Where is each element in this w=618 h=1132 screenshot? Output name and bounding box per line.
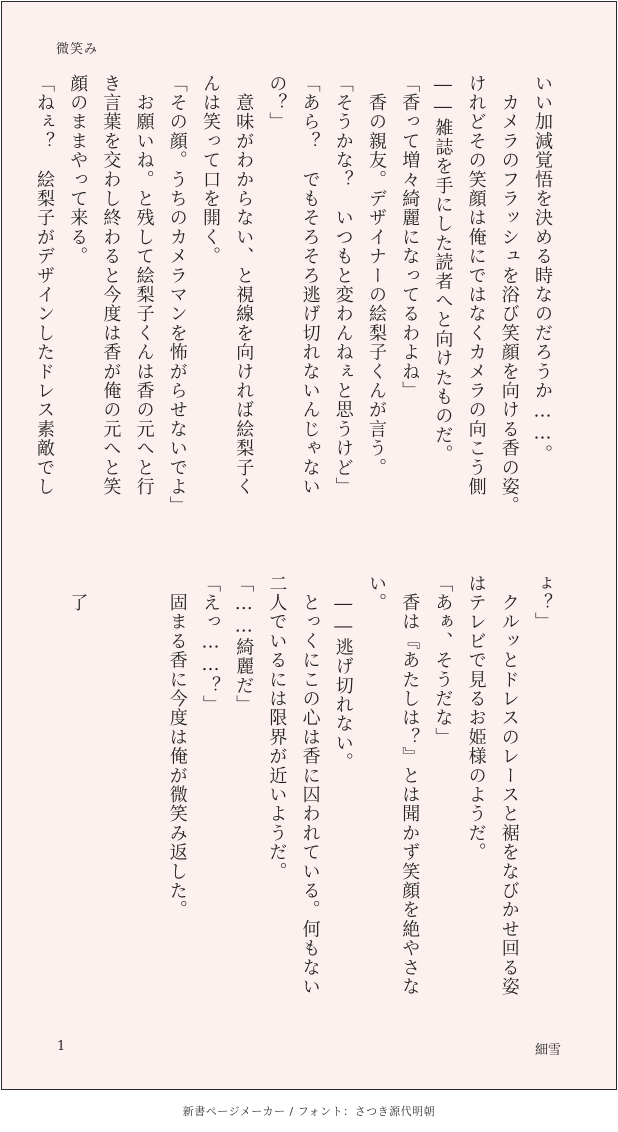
text-column: 意味がわからない、と視線を向ければ絵梨子く	[233, 74, 255, 497]
text-column: 香の親友。デザイナーの絵梨子くんが言う。	[366, 74, 387, 478]
text-column: ょ？」	[532, 574, 553, 632]
generator-credit: 新書ページメーカー / フォント：さつき源代明朝	[182, 1105, 436, 1118]
text-column: 「あら？ でもそろそろ逃げ切れないんじゃない	[299, 74, 321, 497]
text-column: 「その顔。うちのカメラマンを怖がらせないでよ」	[166, 74, 188, 516]
text-column: はテレビで見るお姫様のようだ。	[465, 574, 487, 862]
text-column: ――雑誌を手にした読者へと向けたものだ。	[432, 74, 454, 464]
text-column: カメラのフラッシュを浴び笑顔を向ける香の姿。	[498, 74, 520, 516]
text-column: 「えっ……？」	[200, 574, 221, 715]
page-title: 微笑み	[56, 42, 99, 57]
text-column: とっくにこの心は香に囚われている。何もない	[299, 574, 321, 997]
text-column: お願いね。と残して絵梨子くんは香の元へと行	[133, 74, 155, 497]
text-column: い。	[366, 574, 387, 613]
text-column: 顔のままやって来る。	[67, 74, 89, 266]
author-name: 細雪	[535, 1043, 562, 1058]
text-column: 「そうかな？ いつもと変わんねぇと思うけど」	[332, 74, 354, 497]
upper-text-block	[34, 74, 554, 534]
text-column: 「……綺麗だ」	[233, 574, 255, 715]
text-column: 「あぁ、そうだな」	[432, 574, 454, 747]
text-column: 「ねぇ？ 絵梨子がデザインしたドレス素敵でし	[34, 74, 55, 497]
page-number: 1	[57, 1039, 66, 1054]
book-page	[1, 1, 617, 1090]
text-column: 「香って増々綺麗になってるわよね」	[399, 74, 421, 401]
lower-text-block	[54, 574, 554, 1014]
text-column: クルッとドレスのレースと裾をなびかせ回る姿	[498, 574, 520, 997]
text-column: き言葉を交わし終わると今度は香が俺の元へと笑	[100, 74, 122, 497]
text-column: の？」	[266, 74, 288, 132]
text-column: 二人でいるには限界が近いようだ。	[266, 574, 288, 882]
text-column: 固まる香に今度は俺が微笑み返した。	[166, 574, 188, 920]
text-column: けれどその笑顔は俺にではなくカメラの向こう側	[465, 74, 487, 497]
text-column: 香は『あたしは？』とは聞かず笑顔を絶やさな	[399, 574, 421, 997]
text-column: いい加減覚悟を決める時なのだろうか……。	[532, 74, 553, 464]
text-column: ――逃げ切れない。	[332, 574, 354, 772]
text-column: 了	[67, 574, 89, 613]
text-column: んは笑って口を開く。	[200, 74, 221, 266]
